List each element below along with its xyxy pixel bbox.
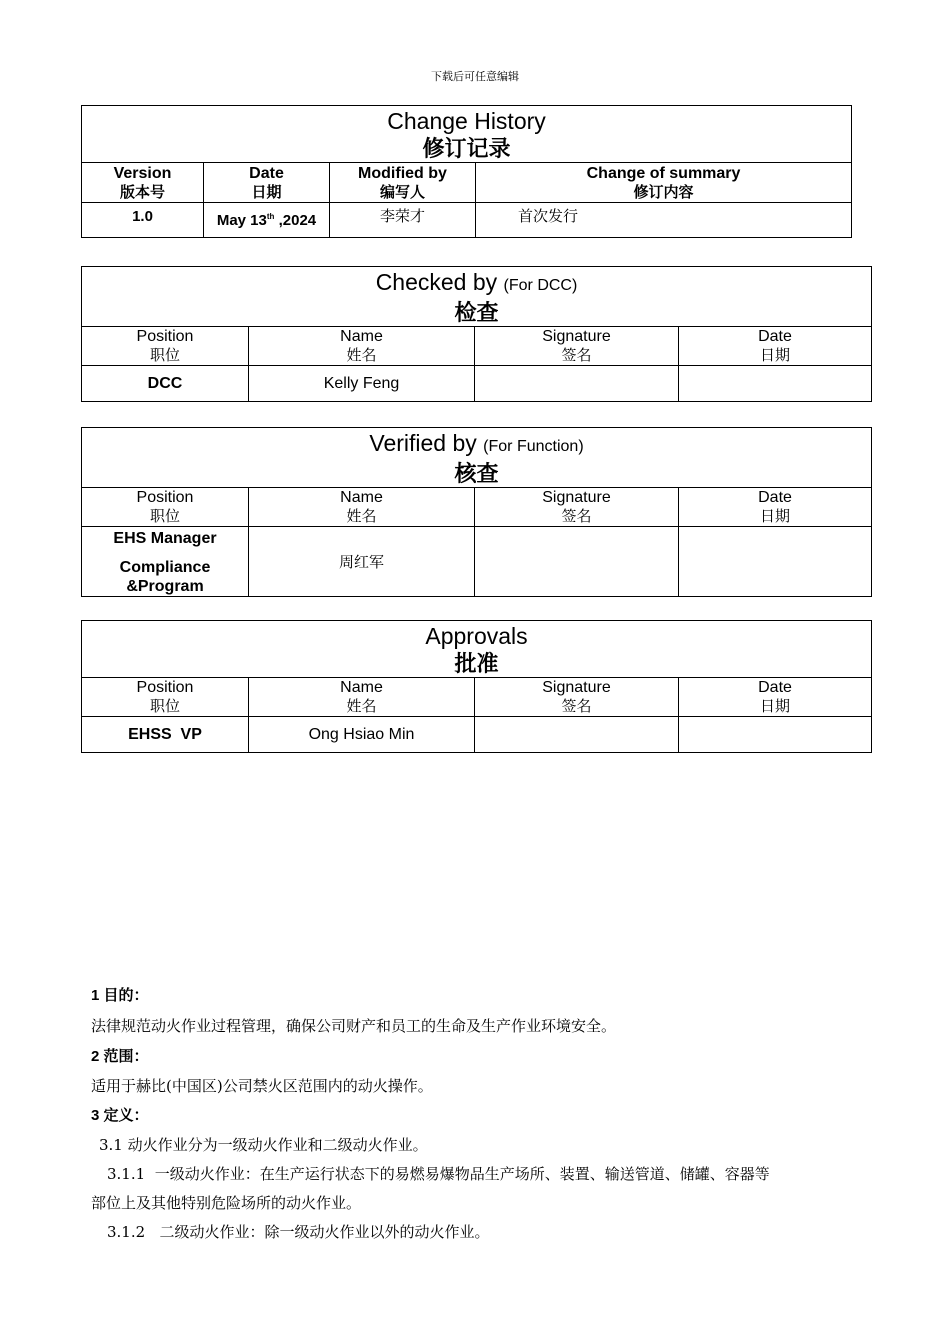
title-sub: (For DCC) [503, 277, 578, 294]
cell-name: Ong Hsiao Min [249, 717, 475, 753]
title-en: Checked by [375, 269, 498, 295]
checked-by-title [82, 267, 872, 327]
title-sub: (For Function) [483, 438, 584, 455]
title-cn: 核查 [454, 461, 499, 486]
column-header-date: Date 日期 [679, 327, 872, 366]
column-header-position: Position 职位 [82, 327, 249, 366]
cell-modified-by: 李荣才 [330, 203, 476, 238]
approvals-title [82, 621, 872, 678]
download-note: 下载后可任意编辑 [431, 70, 519, 83]
section-1-text: 法律规范动火作业过程管理，确保公司财产和员工的生命及生产作业环境安全。 [91, 1017, 617, 1035]
definition-3-1-1: 3.1.1 一级动火作业：在生产运行状态下的易燃易爆物品生产场所、装置、输送管道、储罐、容器等 [107, 1165, 770, 1183]
title-en: Change History [387, 108, 546, 134]
column-header-signature: Signature 签名 [475, 678, 679, 717]
cell-version: 1.0 [82, 203, 204, 238]
column-header-signature: Signature 签名 [475, 327, 679, 366]
cell-signature [475, 717, 679, 753]
definition-3-1-1-continued: 部位上及其他特别危险场所的动火作业。 [91, 1194, 362, 1212]
verified-by-table [81, 427, 872, 597]
change-history-title [82, 106, 852, 163]
title-en: Verified by [369, 430, 477, 456]
section-2-heading: 2 范围： [91, 1048, 149, 1065]
cell-date [679, 527, 872, 597]
section-1-heading: 1 目的： [91, 987, 149, 1004]
cell-signature [475, 366, 679, 402]
cell-date [679, 717, 872, 753]
approvals-table [81, 620, 872, 753]
column-header-position: Position 职位 [82, 488, 249, 527]
column-header-signature: Signature 签名 [475, 488, 679, 527]
column-header-date: Date 日期 [679, 678, 872, 717]
verified-by-title [82, 428, 872, 488]
title-cn: 修订记录 [422, 136, 511, 161]
cell-name: 周红军 [249, 527, 475, 597]
cell-position: DCC [82, 366, 249, 402]
column-header-modified-by: Modified by 编写人 [330, 163, 476, 203]
position-line-3: &Program [126, 578, 204, 595]
change-history-table [81, 105, 852, 238]
cell-position: EHSS VP [82, 717, 249, 753]
position-line-2: Compliance [119, 559, 211, 576]
cell-name: Kelly Feng [249, 366, 475, 402]
definition-3-1: 3.1 动火作业分为一级动火作业和二级动火作业。 [99, 1136, 428, 1154]
cell-position [82, 527, 249, 597]
column-header-position: Position 职位 [82, 678, 249, 717]
cell-signature [475, 527, 679, 597]
definition-3-1-2: 3.1.2 二级动火作业：除一级动火作业以外的动火作业。 [107, 1223, 490, 1241]
position-line-1: EHS Manager [113, 530, 217, 547]
title-cn: 批准 [454, 651, 499, 676]
section-3-heading: 3 定义： [91, 1107, 149, 1124]
cell-date: May 13th ,2024 [204, 203, 330, 238]
column-header-date: Date 日期 [204, 163, 330, 203]
column-header-summary: Change of summary 修订内容 [476, 163, 852, 203]
checked-by-table [81, 266, 872, 402]
title-cn: 检查 [454, 300, 499, 325]
column-header-date: Date 日期 [679, 488, 872, 527]
column-header-name: Name 姓名 [249, 678, 475, 717]
title-en: Approvals [425, 623, 528, 649]
cell-summary: 首次发行 [476, 203, 852, 238]
column-header-name: Name 姓名 [249, 327, 475, 366]
cell-date [679, 366, 872, 402]
column-header-version: Version 版本号 [82, 163, 204, 203]
section-2-text: 适用于赫比(中国区)公司禁火区范围内的动火操作。 [91, 1077, 433, 1095]
column-header-name: Name 姓名 [249, 488, 475, 527]
